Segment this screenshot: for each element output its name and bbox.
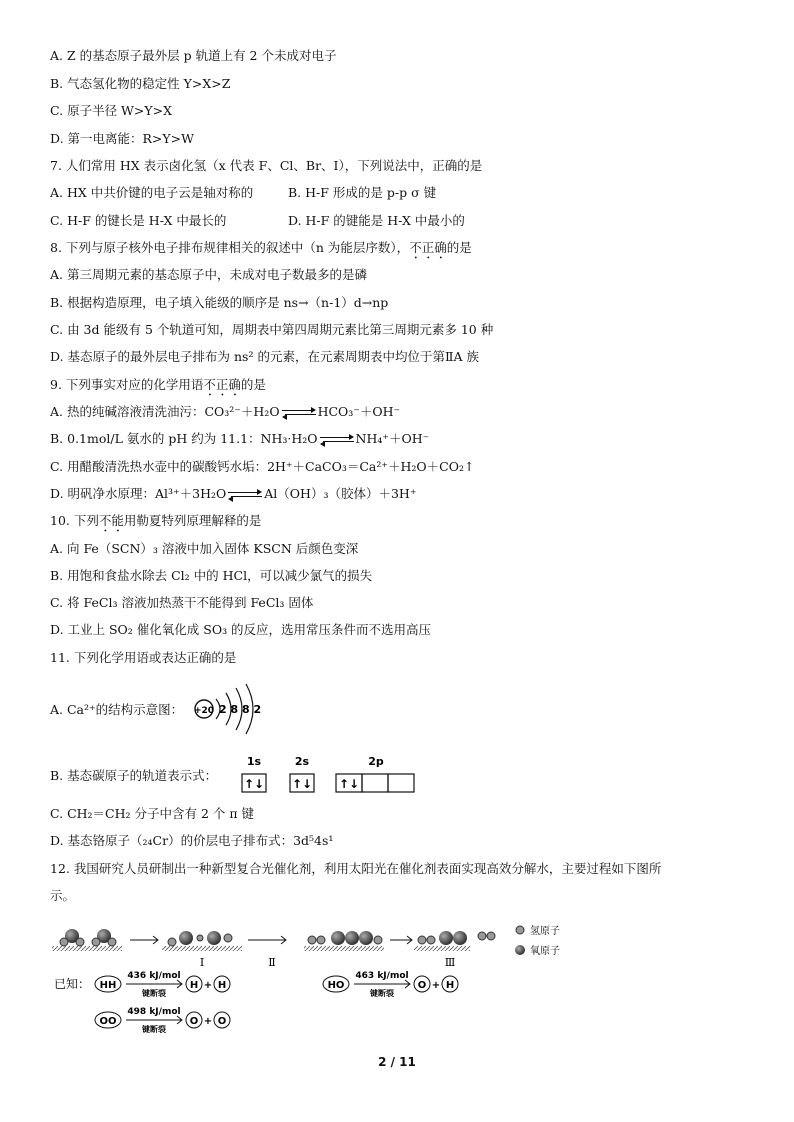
q11-option-c: C. CH₂＝CH₂ 分子中含有 2 个 π 键 [50, 806, 255, 821]
bond-hh [95, 971, 230, 998]
question-10 [50, 513, 261, 535]
stage-label-2: Ⅱ [268, 956, 276, 969]
question-12-cont: 示。 [50, 888, 76, 903]
stage-label-3: Ⅲ [444, 956, 456, 969]
bond-oo-product-a: O [189, 1016, 199, 1027]
bond-hh-action: 键断裂 [142, 989, 166, 998]
q10-option-d: D. 工业上 SO₂ 催化氧化成 SO₃ 的反应，选用常压条件而不选用高压 [50, 622, 432, 637]
line-a-z: A. Z 的基态原子最外层 p 轨道上有 2 个未成对电子 [50, 48, 337, 63]
bond-oh-product-a: O [417, 980, 427, 991]
page-number: 2 / 11 [378, 1055, 416, 1069]
svg-text:+: + [203, 1016, 213, 1027]
bond-oh-energy: 463 kJ/mol [355, 971, 409, 981]
electron-arrows-2s: ↑↓ [291, 777, 313, 791]
arrow-icon [354, 980, 410, 988]
question-7: 7. 人们常用 HX 表示卤化氢（x 代表 F、Cl、Br、I），下列说法中，正确的是 [50, 158, 483, 173]
bond-hh-product-b: H [217, 980, 227, 991]
shell-electrons: 2 8 8 2 [219, 703, 262, 716]
q9-option-c: C. 用醋酸清洗热水壶中的碳酸钙水垢：2H⁺＋CaCO₃＝Ca²⁺＋H₂O＋CO₂↑ [50, 459, 475, 474]
orbital-label-1s: 1s [246, 755, 262, 768]
bond-oh-product-b: H [445, 980, 455, 991]
q9d-right: Al（OH）₃（胶体）＋3H⁺ [264, 486, 417, 501]
q9a-right: HCO₃⁻＋OH⁻ [317, 404, 401, 419]
catalyst-stage-2 [304, 931, 384, 951]
q9-end: 的是 [240, 377, 266, 392]
line-d-ionization: D. 第一电离能：R>Y>W [50, 131, 194, 146]
q8-option-c: C. 由 3d 能级有 5 个轨道可知，周期表中第四周期元素比第三周期元素多 10 种 [50, 322, 494, 337]
q10-option-b: B. 用饱和食盐水除去 Cl₂ 中的 HCl，可以减少氯气的损失 [50, 568, 373, 583]
q10-stem: 10. 下列 [50, 513, 99, 528]
catalyst-stage-3 [414, 931, 495, 951]
bond-oh-action: 键断裂 [370, 989, 394, 998]
q9-option-d [50, 486, 416, 502]
line-b-stability: B. 气态氢化物的稳定性 Y>X>Z [50, 76, 231, 91]
q8-option-d: D. 基态原子的最外层电子排布为 ns² 的元素，在元素周期表中均位于第ⅡA 族 [50, 349, 479, 364]
q10-emphasis: 不能 [98, 513, 124, 528]
q9b-left: B. 0.1mol/L 氨水的 pH 约为 11.1：NH₃·H₂O [50, 431, 318, 446]
catalyst-stage-1 [162, 931, 242, 951]
nucleus-charge: +20 [193, 706, 215, 716]
q9-option-b [50, 431, 429, 447]
svg-text:+: + [203, 980, 213, 991]
bond-hh-energy: 436 kJ/mol [127, 971, 181, 981]
q11-option-d: D. 基态铬原子（₂₄Cr）的价层电子排布式：3d⁵4s¹ [50, 833, 334, 848]
electron-arrows-2p: ↑↓ [338, 777, 360, 791]
water-splitting-scheme [50, 918, 610, 1038]
bond-hh-molecule: HH [99, 980, 117, 991]
question-8 [50, 240, 472, 262]
q11-option-a: A. Ca²⁺的结构示意图： [50, 702, 184, 717]
equilibrium-arrow-icon [320, 435, 354, 445]
electron-arrows-1s: ↑↓ [243, 777, 265, 791]
q9-emphasis: 不正确 [203, 377, 241, 392]
bond-oh [323, 971, 458, 998]
arrow-icon [130, 936, 158, 944]
q7-option-d: D. H-F 的键能是 H-X 中最小的 [288, 213, 465, 228]
bond-oo [95, 1007, 230, 1034]
question-11: 11. 下列化学用语或表达正确的是 [50, 650, 237, 665]
catalyst-stage-0 [52, 929, 122, 951]
arrow-icon [390, 936, 412, 944]
q9d-left: D. 明矾净水原理：Al³⁺＋3H₂O [50, 486, 227, 501]
bond-oh-molecule: HO [327, 980, 345, 991]
equilibrium-arrow-icon [228, 490, 262, 500]
known-label: 已知： [54, 977, 91, 991]
question-9 [50, 377, 266, 399]
q8-emphasis: 不正确 [409, 240, 447, 255]
bond-oo-action: 键断裂 [142, 1025, 166, 1034]
q7-option-c: C. H-F 的键长是 H-X 中最长的 [50, 213, 227, 228]
bond-oo-product-b: O [217, 1016, 227, 1027]
q11-option-b: B. 基态碳原子的轨道表示式： [50, 768, 218, 783]
svg-text:+: + [431, 980, 441, 991]
q10-end: 用勒夏特列原理解释的是 [123, 513, 262, 528]
hydrogen-legend-icon [516, 926, 524, 934]
arrow-icon [126, 980, 182, 988]
q8-option-b: B. 根据构造原理，电子填入能级的顺序是 ns→（n-1）d→np [50, 295, 389, 310]
bond-hh-product-a: H [189, 980, 199, 991]
arrow-icon [126, 1016, 182, 1024]
orbital-label-2p: 2p [368, 755, 384, 768]
bond-oo-molecule: OO [99, 1016, 117, 1027]
legend-hydrogen: 氢原子 [530, 926, 560, 937]
q7-option-a: A. HX 中共价键的电子云是轴对称的 [50, 185, 254, 200]
orbital-label-2s: 2s [294, 755, 310, 768]
q9-option-a [50, 404, 400, 420]
q8-end: 的是 [446, 240, 472, 255]
question-12: 12. 我国研究人员研制出一种新型复合光催化剂，利用太阳光在催化剂表面实现高效分解水，主要过程如下图所 [50, 861, 662, 876]
oxygen-legend-icon [515, 945, 525, 955]
arrow-icon [248, 936, 286, 944]
q10-option-a: A. 向 Fe（SCN）₃ 溶液中加入固体 KSCN 后颜色变深 [50, 541, 359, 556]
equilibrium-arrow-icon [282, 408, 316, 418]
orbital-box-2p-2 [362, 774, 388, 792]
stage-label-1: Ⅰ [199, 956, 205, 969]
q10-option-c: C. 将 FeCl₃ 溶液加热蒸干不能得到 FeCl₃ 固体 [50, 595, 314, 610]
legend-oxygen: 氧原子 [530, 946, 560, 957]
orbital-box-2p-3 [388, 774, 414, 792]
q9-stem: 9. 下列事实对应的化学用语 [50, 377, 204, 392]
carbon-orbital-diagram [240, 754, 425, 796]
q9a-left: A. 热的纯碱溶液清洗油污：CO₃²⁻＋H₂O [50, 404, 280, 419]
bond-oo-energy: 498 kJ/mol [127, 1007, 181, 1017]
q8-stem: 8. 下列与原子核外电子排布规律相关的叙述中（n 为能层序数）， [50, 240, 410, 255]
q9b-right: NH₄⁺＋OH⁻ [355, 431, 430, 446]
line-c-radius: C. 原子半径 W>Y>X [50, 103, 172, 118]
q7-option-b: B. H-F 形成的是 p-p σ 键 [288, 185, 437, 200]
q8-option-a: A. 第三周期元素的基态原子中，未成对电子数最多的是磷 [50, 267, 367, 282]
ca-ion-structure-diagram [192, 683, 274, 735]
